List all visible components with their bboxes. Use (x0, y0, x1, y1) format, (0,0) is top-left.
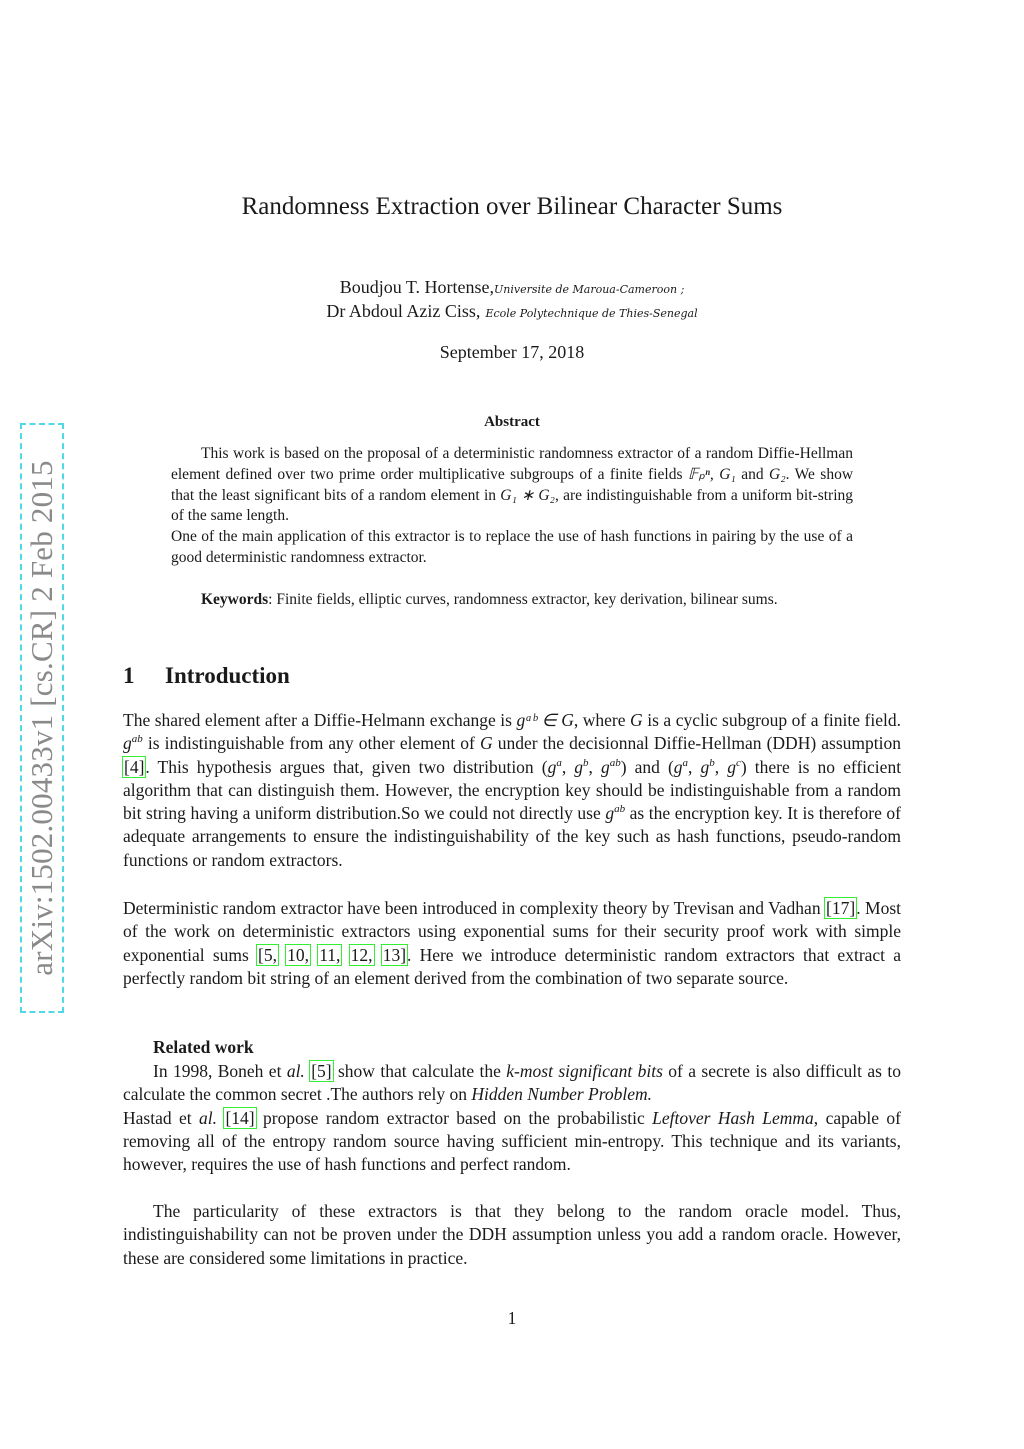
author-line-2 (0, 301, 1024, 322)
math-field-fpn: 𝔽ₚⁿ, (687, 465, 714, 483)
citation-link[interactable]: [5, (258, 944, 277, 965)
section-heading-introduction (123, 663, 290, 689)
intro-paragraph-2: Deterministic random extractor have been introduced in complexity theory by Trevisan and Vadhan [17]. Most of the work on deterministic extractors using exponential sums for their security proof work with simple exponential sums [5, 10, 11, 12, 13]. Here we introduce deterministic random extractors that extract a perfectly random bit string of an element derived from the combination of two separate source. (123, 898, 902, 988)
abstract-paragraph-1: This work is based on the proposal of a deterministic randomness extractor of a random Diffie-Hellman element defined over two prime order multiplicative subgroups of a finite fields 𝔽ₚⁿ, G₁ and G₂. We show that the least significant bits of a random element in G₁ ∗ G₂, are indistinguishable from a uniform bit-string of the same length. (171, 445, 854, 525)
citation-link[interactable]: [4] (124, 756, 145, 777)
author-name: Boudjou T. Hortense, (339, 277, 495, 297)
related-paragraph-1: In 1998, Boneh et al. [5] show that calculate the k-most significant bits of a secrete is also difficult as to calculate the common secret .The authors rely on Hidden Number Problem. Hastad et al. [14] propose random extractor based on the probabilistic Leftover Hash Lemma, capable of removing all of the entropy random source having sufficient min-entropy. This technique and its variants, however, requires the use of hash functions and perfect random. (123, 1061, 902, 1175)
arxiv-side-stamp (20, 423, 64, 1013)
citation-link[interactable]: 13] (382, 944, 407, 965)
author-affiliation: Universite de Maroua-Cameroon ; (494, 283, 685, 296)
keywords-label: Keywords (201, 591, 269, 608)
related-work-heading: Related work (153, 1037, 254, 1057)
paper-title: Randomness Extraction over Bilinear Character Sums (241, 193, 783, 220)
citation-link[interactable]: 10, (287, 944, 310, 965)
citation-link[interactable]: [14] (225, 1107, 255, 1128)
related-paragraph-2: The particularity of these extractors is that they belong to the random oracle model. Thus, indistinguishability can not be proven under the DDH assumption unless you add a random oracle. However, these are considered some limitations in practice. (123, 1201, 901, 1268)
keywords: Keywords: Finite fields, elliptic curves, randomness extractor, key derivation, bilinear sums. (201, 591, 778, 608)
author-line-1 (0, 277, 1024, 298)
citation-link[interactable]: 12, (350, 944, 373, 965)
abstract-paragraph-2: One of the main application of this extractor is to replace the use of hash functions in pairing by the use of a good deterministic randomness extractor. (171, 528, 853, 566)
citation-link[interactable]: 11, (319, 944, 341, 965)
section-title: Introduction (165, 663, 290, 688)
paper-date: September 17, 2018 (439, 342, 585, 362)
author-affiliation: Ecole Polytechnique de Thies-Senegal (485, 307, 698, 320)
arxiv-identifier: arXiv:1502.00433v1 [cs.CR] 2 Feb 2015 (24, 460, 59, 976)
page-number: 1 (507, 1308, 517, 1328)
intro-paragraph-1: The shared element after a Diffie-Helmann exchange is gᵃᵇ ∈ G, where G is a cyclic subgroup of a finite field. $g^{ab}$ is indistinguishable from any other element of G under the decisionnal Diffie-Hellman (DDH) assumption [4]. This hypothesis argues that, given two distribution ($g^a$, $g^b$, $g^{ab}$) and ($g^a$, $g^b$, $g^c$) there is no efficient algorithm that can distinguish them. However, the encryption key should be indistinguishable from a random bit string having a uniform distribution.So we could not directly use $g^{ab}$ as the encryption key. It is therefore of adequate arrangements to ensure the indistinguishability of the key such as hash functions, pseudo-random functions or random extractors. (123, 710, 902, 870)
math-group-product: G₁ ∗ G₂ (500, 486, 555, 504)
citation-link[interactable]: [5] (311, 1061, 332, 1081)
abstract-heading: Abstract (484, 414, 540, 430)
math-gab-in-G: gᵃᵇ ∈ G (516, 710, 574, 730)
citation-link[interactable]: [17] (826, 898, 856, 918)
section-number: 1 (123, 663, 135, 688)
author-name: Dr Abdoul Aziz Ciss, (326, 301, 481, 321)
